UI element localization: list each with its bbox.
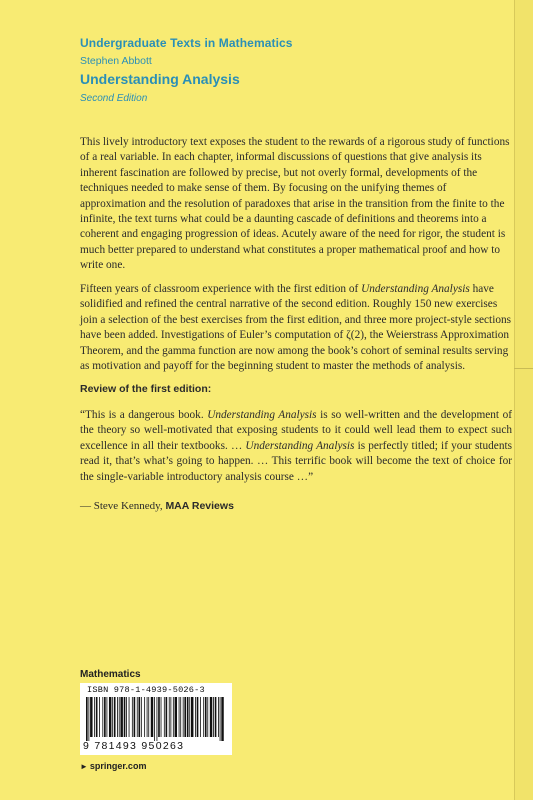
p2-text-a: Fifteen years of classroom experience with the first edition of xyxy=(80,283,362,295)
barcode-bar xyxy=(221,697,223,741)
barcode-bar xyxy=(129,697,130,737)
barcode-bar xyxy=(189,697,190,737)
barcode-bar xyxy=(166,697,168,737)
review-heading: Review of the first edition: xyxy=(80,383,212,395)
review-quote xyxy=(80,408,512,485)
book-title: Understanding Analysis xyxy=(80,71,240,87)
barcode-bar xyxy=(99,697,100,737)
barcode-bar xyxy=(90,697,92,737)
arrow-right-icon: ► xyxy=(80,762,88,771)
author-name: Stephen Abbott xyxy=(80,55,152,67)
barcode-bar xyxy=(96,697,98,737)
barcode-bar xyxy=(164,697,165,737)
barcode-bar xyxy=(144,697,145,737)
barcode-bar xyxy=(220,697,221,741)
barcode-bar xyxy=(117,697,118,737)
spine-edge xyxy=(514,0,533,800)
barcode-bar xyxy=(210,697,212,737)
barcode-bar xyxy=(195,697,196,737)
barcode-bar xyxy=(134,697,136,737)
barcode-bar xyxy=(109,697,111,737)
barcode-bar xyxy=(126,697,127,737)
barcode-bar xyxy=(86,697,88,741)
publisher-url: springer.com xyxy=(89,761,147,771)
barcode-bar xyxy=(218,697,219,737)
barcode-bar xyxy=(132,697,133,737)
review-attribution xyxy=(80,500,234,512)
barcode-bar xyxy=(151,697,153,737)
quote-part-3: is perfectly titled; if your students read it, that’s what’s going to happen. … This terrific book will become the text of choice for the single-variable introductory analysis course …” xyxy=(80,439,512,483)
barcode-bar xyxy=(94,697,95,737)
spine-fold-mark xyxy=(514,368,533,369)
description-paragraph-2 xyxy=(80,282,512,374)
barcode-bar xyxy=(102,697,103,737)
barcode-bar xyxy=(137,697,138,737)
barcode-bar xyxy=(173,697,174,737)
quote-part-1: “This is a dangerous book. xyxy=(80,409,208,421)
barcode-bar xyxy=(191,697,193,737)
publisher-link[interactable] xyxy=(80,761,146,771)
barcode-bar xyxy=(161,697,162,737)
barcode-bar xyxy=(154,697,155,741)
series-title: Undergraduate Texts in Mathematics xyxy=(80,36,293,50)
barcode-bar xyxy=(107,697,108,737)
attribution-author: — Steve Kennedy, xyxy=(80,500,166,512)
barcode-bar xyxy=(148,697,149,737)
barcode-icon xyxy=(84,697,228,741)
barcode-bar xyxy=(180,697,181,737)
ean-digits: 9 781493 950263 xyxy=(83,740,185,752)
barcode-bar xyxy=(200,697,201,737)
barcode-panel xyxy=(80,683,232,755)
barcode-bar xyxy=(114,697,116,737)
description-paragraph-1: This lively introductory text exposes the student to the rewards of a rigorous study of functions of a real variable. In each chapter, informal discussions of questions that give analysis its inherent fascination are followed by precise, but not overly formal, developments of the techniques needed to make sense of them. By focusing on the unifying themes of approximation and the resolution of paradoxes that arise in the transition from the finite to the infinite, the text turns what could be a daunting cascade of definitions and theorems into a coherent and engaging progression of ideas. Acutely aware of the need for rigor, the student is much better prepared to understand what constitutes a proper mathematical proof and how to write one. xyxy=(80,136,510,272)
barcode-bar xyxy=(147,697,148,737)
quote-part-2: is so well-written and the development of the theory so well-motivated that exposing students to it could well lead them to expect such excellence in all their textbooks. … xyxy=(80,409,513,452)
barcode-bar xyxy=(120,697,122,737)
barcode-bar xyxy=(175,697,177,737)
barcode-bar xyxy=(215,697,217,737)
barcode-bar xyxy=(169,697,170,737)
barcode-bar xyxy=(213,697,214,737)
barcode-bar xyxy=(157,697,158,741)
p2-text-b: have solidified and refined the central narrative of the second edition. Roughly 150 new exercises join a selection of the best exercises from the first edition, and three more project-style sections have been added. Investigations of Euler’s computation of ζ(2), the Weierstrass Approximation Theorem, and the gamma function are now among the book’s cohort of seminal results serving as motivation and payoff for the beginning student to master the methods of analysis. xyxy=(80,283,512,373)
p2-book-title: Understanding Analysis xyxy=(361,283,470,295)
barcode-bar xyxy=(124,697,126,737)
barcode-bar xyxy=(141,697,142,737)
barcode-bar xyxy=(187,697,189,737)
barcode-bar xyxy=(170,697,171,737)
barcode-bar xyxy=(119,697,120,737)
barcode-bar xyxy=(205,697,207,737)
barcode-bar xyxy=(104,697,106,737)
quote-book-title-1: Understanding Analysis xyxy=(207,409,317,421)
barcode-bar xyxy=(183,697,184,737)
isbn-label: ISBN 978-1-4939-5026-3 xyxy=(87,685,205,695)
quote-book-title-2: Understanding Analysis xyxy=(245,439,355,452)
barcode-bar xyxy=(207,697,208,737)
attribution-source: MAA Reviews xyxy=(165,500,234,512)
barcode-bar xyxy=(138,697,140,737)
barcode-bar xyxy=(197,697,199,737)
barcode-bar xyxy=(112,697,113,737)
barcode-bar xyxy=(179,697,180,737)
subject-label: Mathematics xyxy=(80,669,141,680)
barcode-bar xyxy=(158,697,160,737)
barcode-bar xyxy=(184,697,186,737)
edition-label: Second Edition xyxy=(80,93,148,104)
barcode-bar xyxy=(203,697,204,737)
barcode-bar xyxy=(88,697,89,741)
